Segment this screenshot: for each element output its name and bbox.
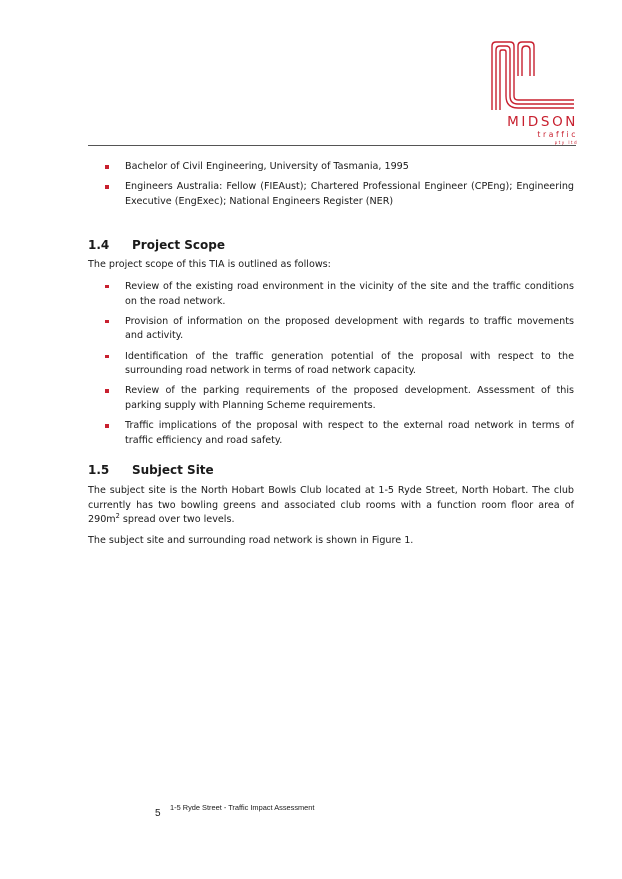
qualifications-list <box>88 160 574 209</box>
list-item: Review of the existing road environment in the vicinity of the site and the traffic conditions on the road network. <box>88 280 574 309</box>
list-item: Engineers Australia: Fellow (FIEAust); Chartered Professional Engineer (CPEng); Engineering Executive (EngExec); National Engineers Register (NER) <box>88 180 574 209</box>
midson-traffic-logo <box>486 36 578 148</box>
list-item: Bachelor of Civil Engineering, University of Tasmania, 1995 <box>88 160 574 175</box>
list-item: Review of the parking requirements of the proposed development. Assessment of this parking supply with Planning Scheme requirements. <box>88 384 574 413</box>
page-number: 5 <box>155 808 161 819</box>
bullet-icon <box>105 320 109 324</box>
logo-pty: pty ltd <box>554 140 578 145</box>
bullet-icon <box>105 355 109 359</box>
scope-intro: The project scope of this TIA is outlined as follows: <box>88 259 331 271</box>
site-paragraph-1: The subject site is the North Hobart Bowls Club located at 1-5 Ryde Street, North Hobart. The club currently has two bowling greens and associated club rooms with a function room floor area of $290m^2$ spread over two levels. <box>88 485 574 526</box>
header-divider <box>88 145 576 146</box>
bullet-icon <box>105 165 109 169</box>
list-item: Identification of the traffic generation potential of the proposal with respect to the surrounding road network in terms of road network capacity. <box>88 350 574 379</box>
scope-list <box>88 280 574 448</box>
list-item: Traffic implications of the proposal with respect to the external road network in terms of traffic efficiency and road safety. <box>88 419 574 448</box>
logo-wordmark: MIDSON <box>507 114 578 130</box>
site-paragraph-2: The subject site and surrounding road network is shown in Figure 1. <box>88 534 414 546</box>
logo-subtitle: traffic <box>537 130 578 139</box>
bullet-icon <box>105 185 109 189</box>
bullet-icon <box>105 389 109 393</box>
bullet-icon <box>105 285 109 289</box>
bullet-icon <box>105 424 109 428</box>
midson-logo-mark-icon <box>486 36 578 112</box>
footer-title: 1-5 Ryde Street - Traffic Impact Assessment <box>170 803 315 812</box>
page-content <box>88 160 574 554</box>
heading-subject-site: 1.5 Subject Site <box>88 463 214 478</box>
heading-project-scope: 1.4 Project Scope <box>88 238 225 253</box>
list-item: Provision of information on the proposed development with regards to traffic movements and activity. <box>88 315 574 344</box>
